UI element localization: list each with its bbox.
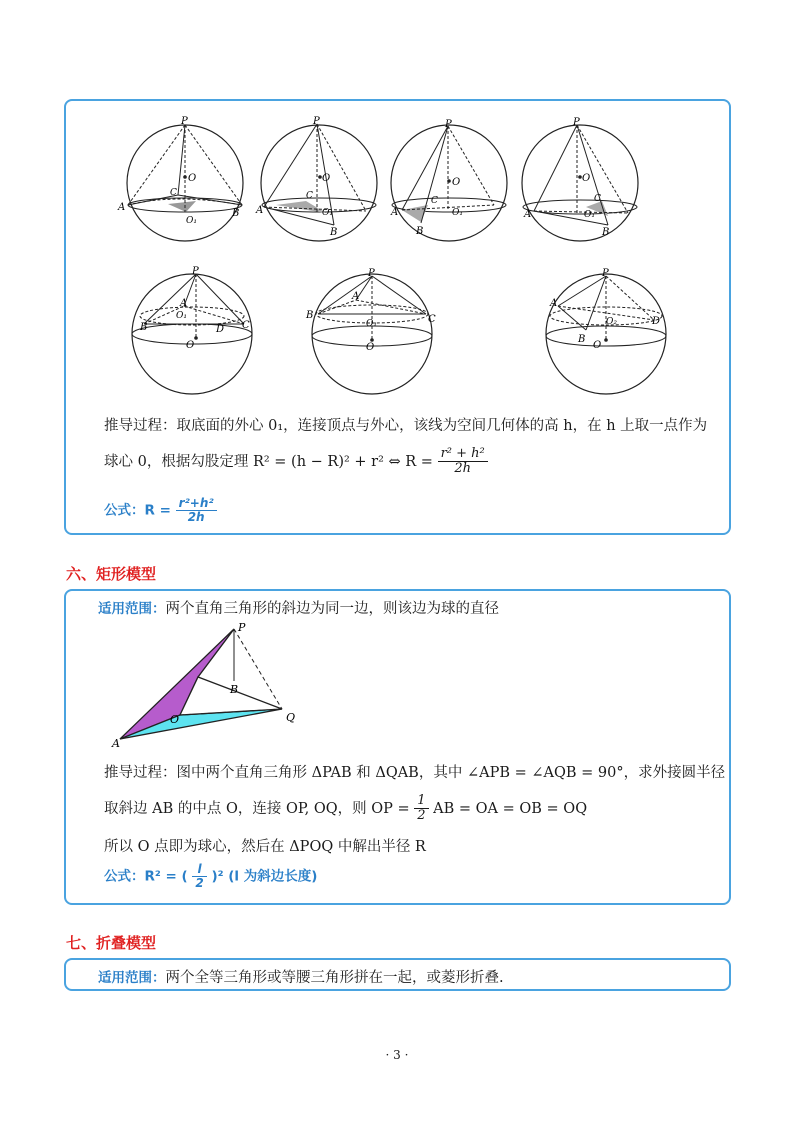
formula-fraction [176, 497, 217, 524]
section-six-box [64, 589, 731, 905]
formula-denominator: 2h [187, 510, 205, 525]
scope-text: 两个全等三角形或等腰三角形拼在一起，或菱形折叠. [165, 970, 504, 986]
sphere-figure-5 [132, 266, 252, 394]
section-seven-title: 七、折叠模型 [66, 934, 157, 952]
label-B: B [232, 208, 240, 219]
label-O: O [582, 173, 591, 184]
fraction-denominator: 2h [454, 461, 471, 477]
label-O1: O₁ [186, 216, 197, 226]
fraction-numerator: 1 [414, 794, 428, 809]
label-O: O [366, 342, 375, 353]
fraction [438, 447, 488, 477]
label-O: O [188, 173, 197, 184]
label-P: P [573, 117, 580, 128]
label-A: A [391, 207, 399, 218]
label-O1: O₁ [176, 311, 187, 321]
fraction-denominator: 2 [417, 808, 426, 824]
label-D: D [216, 324, 225, 335]
label-B: B [416, 226, 424, 237]
scope-label: 适用范围： [98, 601, 166, 617]
label-O1: O₁ [366, 319, 377, 329]
sphere-figure-3 [390, 119, 507, 241]
label-O: O [170, 713, 180, 726]
derivation-line-2-text: 取斜边 AB 的中点 O，连接 OP, OQ，则 OP = [104, 800, 410, 817]
label-P: P [238, 621, 246, 634]
formula-suffix: )² (l 为斜边长度) [211, 868, 318, 885]
formula-line [104, 863, 317, 890]
formula-denominator: 2 [195, 876, 204, 891]
formula-line [104, 497, 217, 524]
formula-fraction [192, 863, 206, 890]
derivation-line-1: 推导过程：图中两个直角三角形 ΔPAB 和 ΔQAB，其中 ∠APB = ∠AQB = 90°，求外接圆半径 [104, 765, 726, 781]
derivation-line-3: 所以 O 点即为球心，然后在 ΔPOQ 中解出半径 R [104, 839, 426, 855]
label-O: O [322, 173, 331, 184]
sphere-figure-6 [305, 268, 436, 394]
label-P: P [181, 116, 188, 127]
scope-text: 两个直角三角形的斜边为同一边，则该边为球的直径 [165, 601, 499, 617]
formula-numerator: r²+h² [176, 497, 217, 511]
label-A: A [352, 291, 360, 302]
fraction-numerator: r² + h² [438, 447, 488, 462]
label-A: A [118, 202, 126, 213]
section-seven-box [64, 958, 731, 991]
label-O: O [452, 177, 461, 188]
label-C: C [594, 194, 601, 204]
label-P: P [192, 266, 199, 277]
label-C: C [170, 188, 177, 198]
label-B: B [230, 683, 239, 696]
label-O: O [186, 340, 195, 351]
derivation-line-2-suffix: AB = OA = OB = OQ [433, 800, 588, 817]
label-O2: O₂ [606, 317, 617, 327]
label-B: B [602, 227, 610, 238]
derivation-line-2-text: 球心 0，根据勾股定理 R² = (h − R)² + r² ⇔ R = [104, 453, 433, 470]
label-B: B [306, 310, 314, 321]
rectangle-model-figure [106, 621, 346, 751]
label-O1: O₁ [322, 208, 333, 218]
label-C: C [242, 320, 250, 331]
label-B: B [330, 227, 338, 238]
page-number: · 3 · [385, 1048, 409, 1062]
label-B: B [578, 334, 586, 345]
label-Q: Q [286, 711, 296, 724]
label-P: P [445, 119, 452, 130]
derivation-line-1: 推导过程：取底面的外心 0₁，连接顶点与外心，该线为空间几何体的高 h，在 h 上取一点作为 [104, 418, 708, 434]
scope-line [98, 966, 504, 987]
formula-numerator: l [192, 863, 206, 877]
label-P: P [313, 116, 320, 127]
label-C: C [428, 314, 436, 325]
scope-label: 适用范围： [98, 970, 166, 986]
sphere-figure-7 [546, 268, 666, 394]
scope-line [98, 597, 499, 618]
derivation-line-2 [104, 794, 587, 824]
label-O1: O₁ [584, 210, 595, 220]
label-P: P [368, 268, 375, 279]
formula-label: 公式：R = [104, 502, 171, 519]
sphere-figures-row2 [66, 266, 729, 406]
label-B: B [140, 322, 148, 333]
section-six-title: 六、矩形模型 [66, 565, 157, 583]
label-O1: O₁ [452, 208, 463, 218]
derivation-line-2 [104, 447, 488, 477]
label-A: A [180, 298, 188, 309]
section-five-box [64, 99, 731, 535]
sphere-figure-4 [522, 117, 638, 241]
sphere-figures-row1 [66, 115, 729, 265]
label-A: A [550, 298, 558, 309]
sphere-figure-2 [255, 116, 377, 241]
label-C: C [306, 191, 313, 201]
label-A: A [256, 205, 264, 216]
label-A: A [524, 209, 532, 220]
label-C: C [431, 196, 438, 206]
label-P: P [602, 268, 609, 279]
label-O: O [593, 340, 602, 351]
fraction [414, 794, 428, 824]
formula-prefix: 公式：R² = ( [104, 868, 188, 885]
label-D: D [652, 316, 661, 327]
sphere-figure-1 [117, 116, 243, 241]
label-A: A [112, 737, 120, 750]
